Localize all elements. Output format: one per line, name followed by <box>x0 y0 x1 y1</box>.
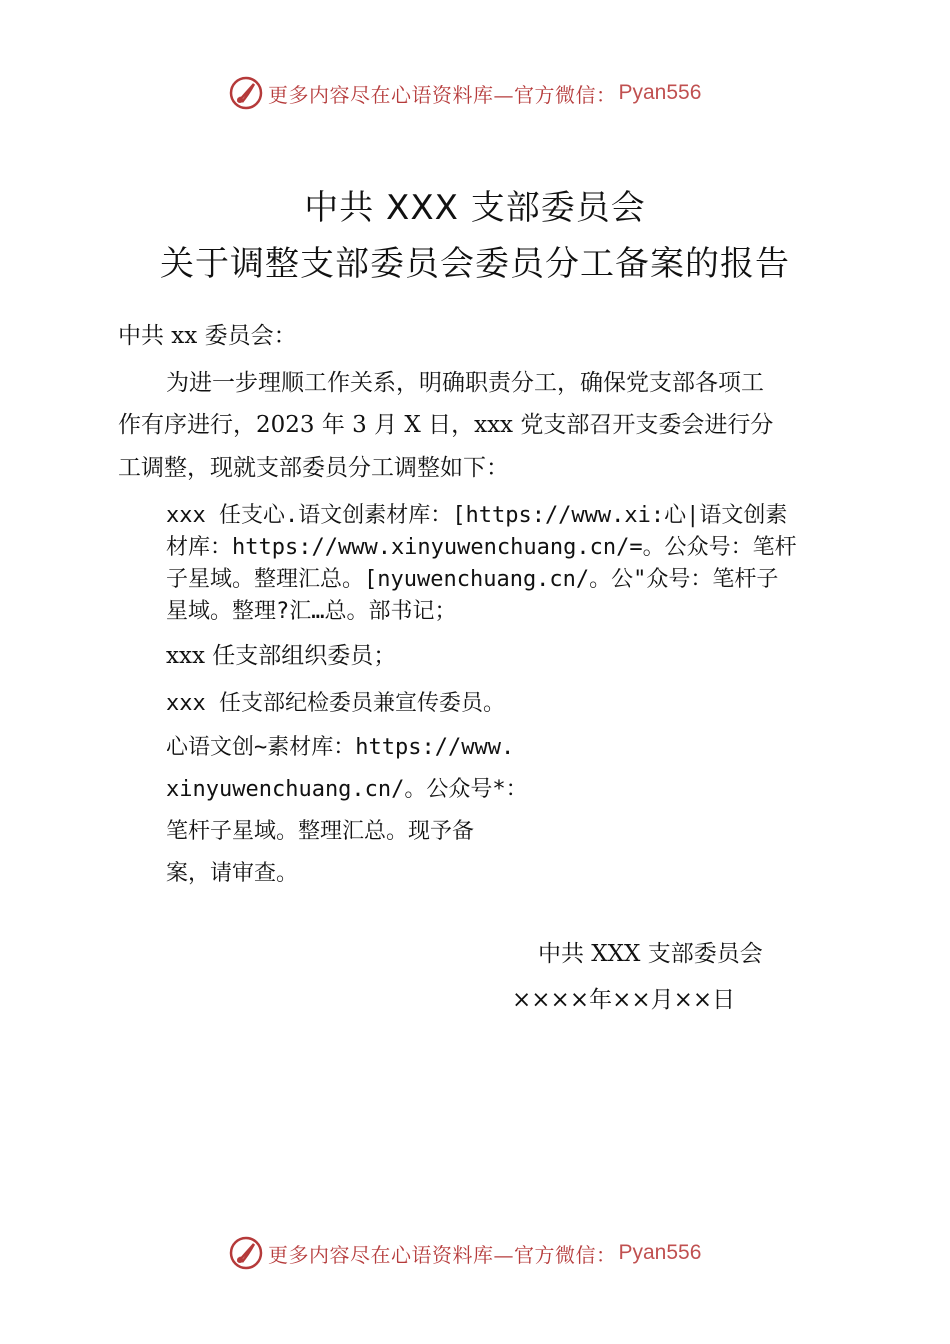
banner-wechat-id: Pyan556 <box>618 1241 702 1264</box>
item1-line3: 子星域。整理汇总。[nyuwenchuang.cn/。公"众号：笔杆子 <box>166 567 779 592</box>
item4-line1: 心语文创~素材库：https://www. <box>166 735 515 760</box>
item3: xxx 任支部纪检委员兼宣传委员。 <box>166 691 505 716</box>
quill-logo-icon <box>228 75 264 111</box>
item1-line2: 材库：https://www.xinyuwenchuang.cn/=。公众号：笔杆 <box>166 535 797 560</box>
doc-title-line2: 关于调整支部委员会委员分工备案的报告 <box>160 244 790 284</box>
banner-text: 更多内容尽在心语资料库—官方微信： <box>268 82 617 107</box>
doc-title-line1: 中共 XXX 支部委员会 <box>304 188 646 228</box>
salutation: 中共 xx 委员会： <box>118 323 297 349</box>
quill-logo-icon <box>228 1235 264 1271</box>
item2: xxx 任支部组织委员； <box>166 643 397 669</box>
para1-line3: 工调整，现就支部委员分工调整如下： <box>118 455 509 481</box>
banner-wechat-id: Pyan556 <box>618 81 702 104</box>
header-banner <box>228 73 701 113</box>
signature-date: ××××年××月××日 <box>512 987 736 1013</box>
para1-line1: 为进一步理顺工作关系，明确职责分工，确保党支部各项工 <box>166 370 764 396</box>
footer-banner <box>228 1233 701 1273</box>
item1-line1: xxx 任支心.语文创素材库：[https://www.xi:心|语文创素 <box>166 503 788 528</box>
item4-line4: 案，请审查。 <box>166 861 299 886</box>
item1-line4: 星域。整理?汇…总。部书记； <box>166 599 457 624</box>
banner-text: 更多内容尽在心语资料库—官方微信： <box>268 1242 617 1267</box>
item4-line3: 笔杆子星域。整理汇总。现予备 <box>166 819 475 844</box>
item4-line2: xinyuwenchuang.cn/。公众号*： <box>166 777 528 802</box>
signature-org: 中共 XXX 支部委员会 <box>538 941 763 967</box>
para1-line2: 作有序进行，2023 年 3 月 X 日，xxx 党支部召开支委会进行分 <box>118 412 774 438</box>
